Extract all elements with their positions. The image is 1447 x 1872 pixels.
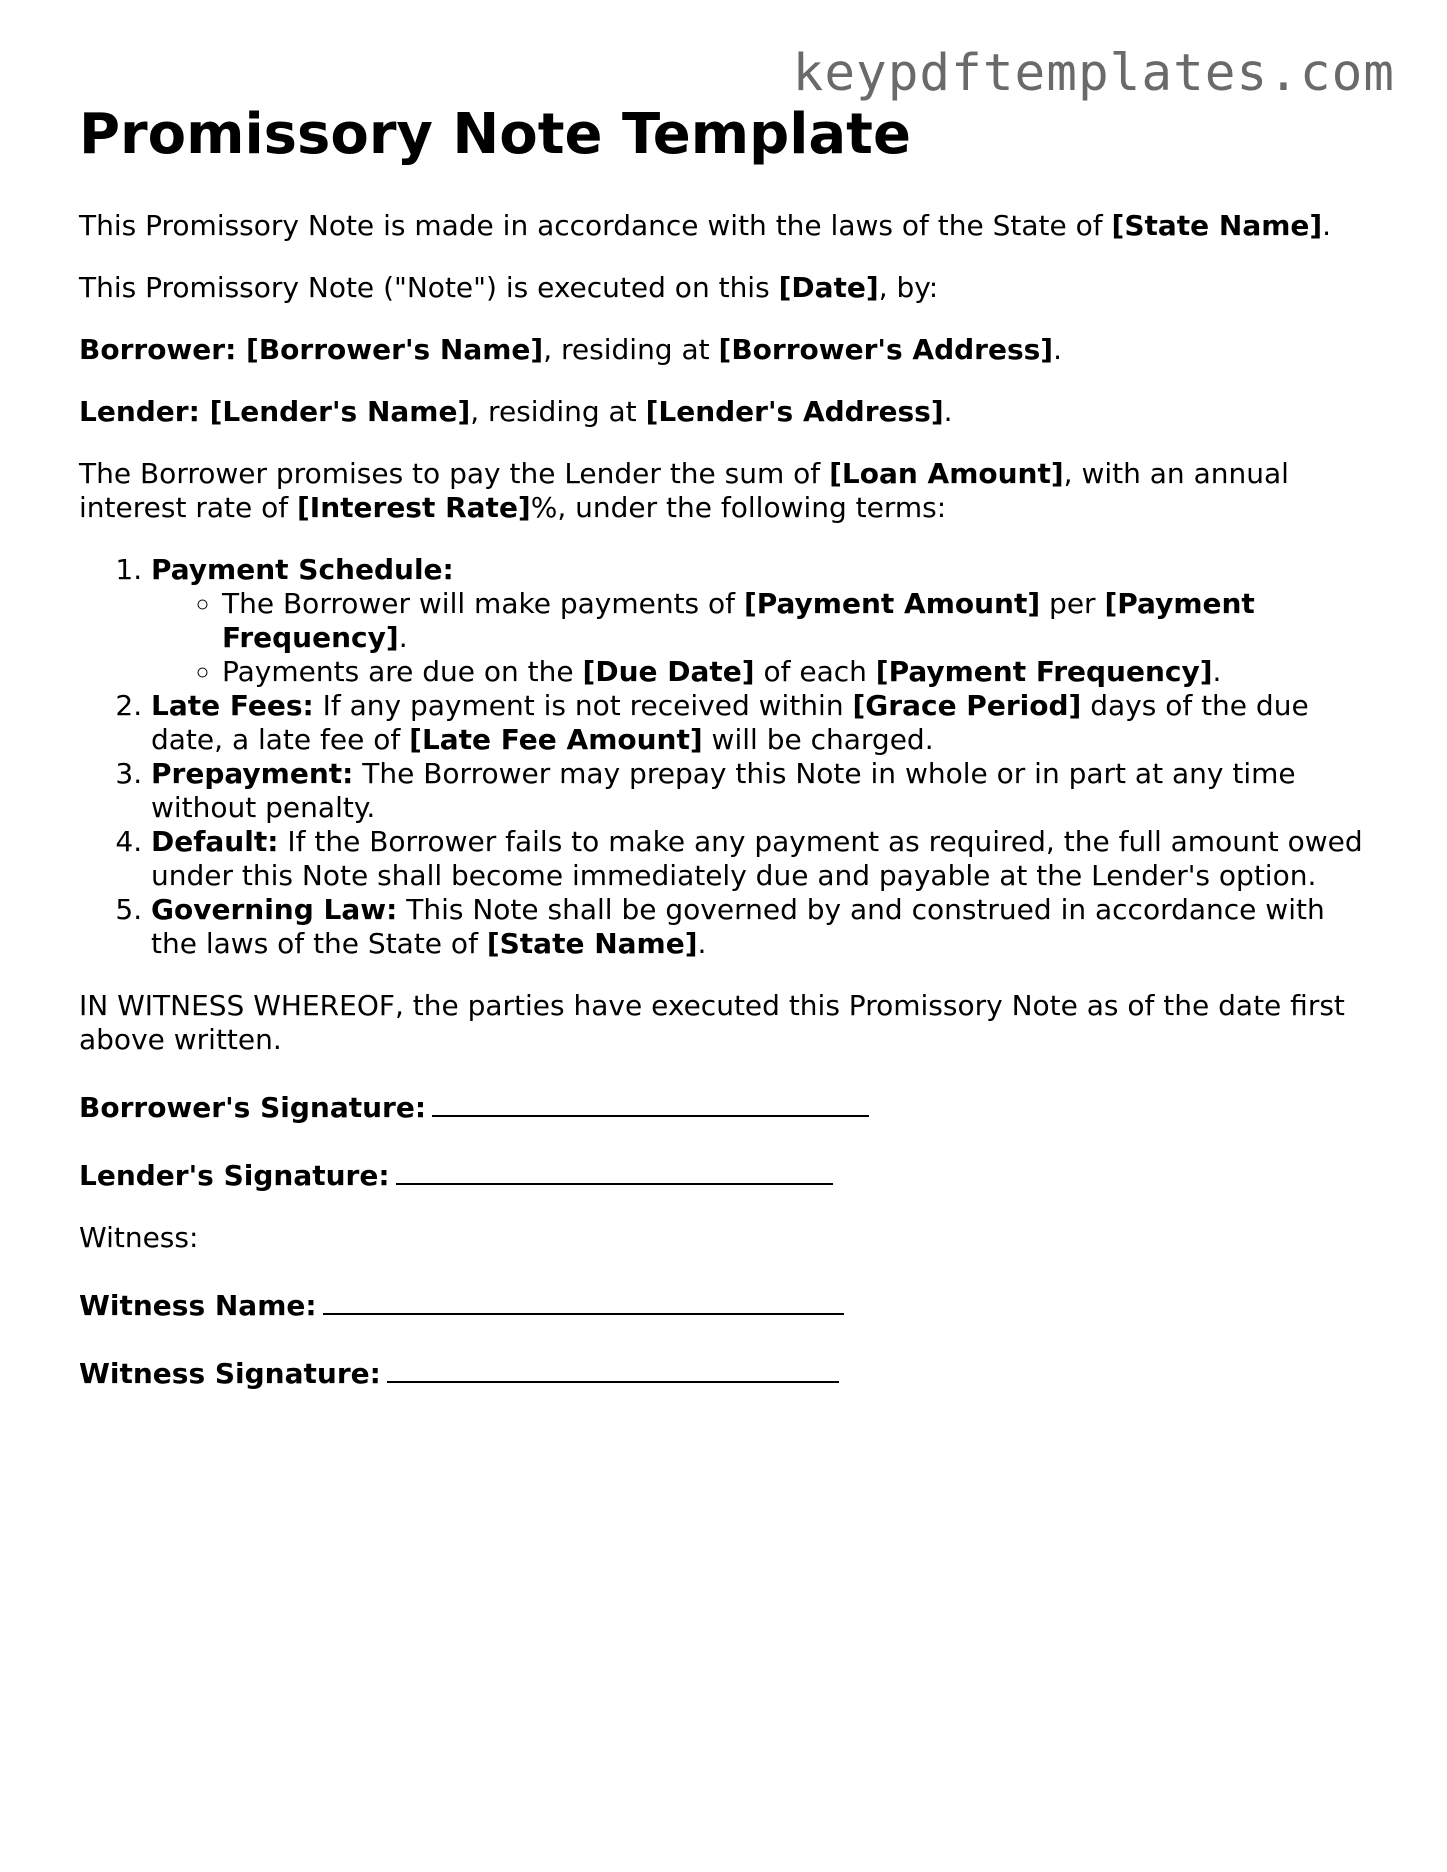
lender-name-placeholder: [Lender's Name]: [209, 395, 471, 428]
lender-signature-row: [79, 1153, 1379, 1193]
lender-line: [79, 395, 1379, 429]
lender-label: Lender:: [79, 395, 210, 428]
loan-amount-placeholder: [Loan Amount]: [829, 457, 1064, 490]
residing-text: , residing at: [470, 395, 646, 428]
list-item: [222, 655, 1379, 689]
term-prepayment: [151, 757, 1379, 825]
term-text: The Borrower will make payments of: [222, 587, 744, 620]
punctuation: .: [943, 395, 953, 428]
payment-amount-placeholder: [Payment Amount]: [743, 587, 1041, 620]
payment-schedule-sublist: [151, 587, 1379, 689]
payment-frequency-placeholder: [Payment Frequency]: [875, 655, 1213, 688]
lender-signature-line[interactable]: [396, 1153, 833, 1185]
intro-paragraph-2: [79, 271, 1379, 305]
punctuation: .: [1212, 655, 1222, 688]
promise-paragraph: [79, 457, 1379, 525]
lender-signature-label: Lender's Signature:: [79, 1159, 390, 1192]
term-label: Late Fees:: [151, 689, 314, 722]
due-date-placeholder: [Due Date]: [582, 655, 755, 688]
term-default: [151, 825, 1379, 893]
witness-signature-row: [79, 1351, 1379, 1391]
state-name-placeholder: [State Name]: [486, 927, 698, 960]
term-label: Default:: [151, 825, 279, 858]
term-text: per: [1040, 587, 1105, 620]
witness-signature-line[interactable]: [387, 1351, 839, 1383]
promise-text: , with an annual interest rate of: [79, 457, 1289, 524]
payment-frequency-placeholder: [Payment Frequency]: [222, 587, 1255, 654]
term-text: This Note shall be governed by and construed in accordance with the laws of the State of: [151, 893, 1325, 960]
term-text: Payments are due on the: [222, 655, 583, 688]
intro-text: This Promissory Note ("Note") is executed on this: [79, 271, 779, 304]
borrower-signature-label: Borrower's Signature:: [79, 1091, 427, 1124]
punctuation: .: [398, 621, 408, 654]
punctuation: .: [697, 927, 707, 960]
term-text: days of the due date, a late fee of: [151, 689, 1309, 756]
terms-list: [79, 553, 1379, 961]
witness-heading: Witness:: [79, 1221, 199, 1254]
witness-signature-label: Witness Signature:: [79, 1357, 381, 1390]
witness-name-row: [79, 1283, 1379, 1323]
date-placeholder: [Date]: [778, 271, 879, 304]
term-text: If the Borrower fails to make any payment as required, the full amount owed under this Note shall become immediately due and payable at the Lender's option.: [151, 825, 1363, 892]
witness-name-line[interactable]: [323, 1283, 844, 1315]
promise-text: The Borrower promises to pay the Lender the sum of: [79, 457, 830, 490]
grace-period-placeholder: [Grace Period]: [852, 689, 1082, 722]
list-item: [222, 587, 1379, 655]
term-label: Governing Law:: [151, 893, 398, 926]
borrower-label: Borrower:: [79, 333, 247, 366]
page-title: Promissory Note Template: [79, 102, 911, 167]
lender-address-placeholder: [Lender's Address]: [645, 395, 944, 428]
borrower-line: [79, 333, 1379, 367]
borrower-signature-row: [79, 1085, 1379, 1125]
intro-text: This Promissory Note is made in accordance with the laws of the State of: [79, 209, 1112, 242]
punctuation: .: [1053, 333, 1063, 366]
term-governing-law: [151, 893, 1379, 961]
borrower-signature-line[interactable]: [432, 1085, 869, 1117]
borrower-name-placeholder: [Borrower's Name]: [246, 333, 544, 366]
punctuation: , by:: [878, 271, 939, 304]
promise-text: %, under the following terms:: [530, 491, 947, 524]
term-label: Payment Schedule:: [151, 553, 454, 586]
punctuation: .: [1322, 209, 1332, 242]
intro-paragraph-1: [79, 209, 1379, 243]
watermark: keypdftemplates.com: [792, 44, 1395, 103]
term-late-fees: [151, 689, 1379, 757]
state-name-placeholder: [State Name]: [1111, 209, 1323, 242]
late-fee-placeholder: [Late Fee Amount]: [409, 723, 703, 756]
term-text: The Borrower may prepay this Note in whole or in part at any time without penalty.: [151, 757, 1296, 824]
term-text: will be charged.: [702, 723, 934, 756]
witness-name-label: Witness Name:: [79, 1289, 317, 1322]
document-page: [79, 100, 1379, 1391]
residing-text: , residing at: [543, 333, 719, 366]
interest-rate-placeholder: [Interest Rate]: [296, 491, 531, 524]
term-label: Prepayment:: [151, 757, 354, 790]
term-text: of each: [754, 655, 876, 688]
borrower-address-placeholder: [Borrower's Address]: [718, 333, 1054, 366]
term-payment-schedule: [151, 553, 1379, 689]
term-text: If any payment is not received within: [313, 689, 853, 722]
witness-clause: IN WITNESS WHEREOF, the parties have executed this Promissory Note as of the date first above written.: [79, 989, 1345, 1056]
